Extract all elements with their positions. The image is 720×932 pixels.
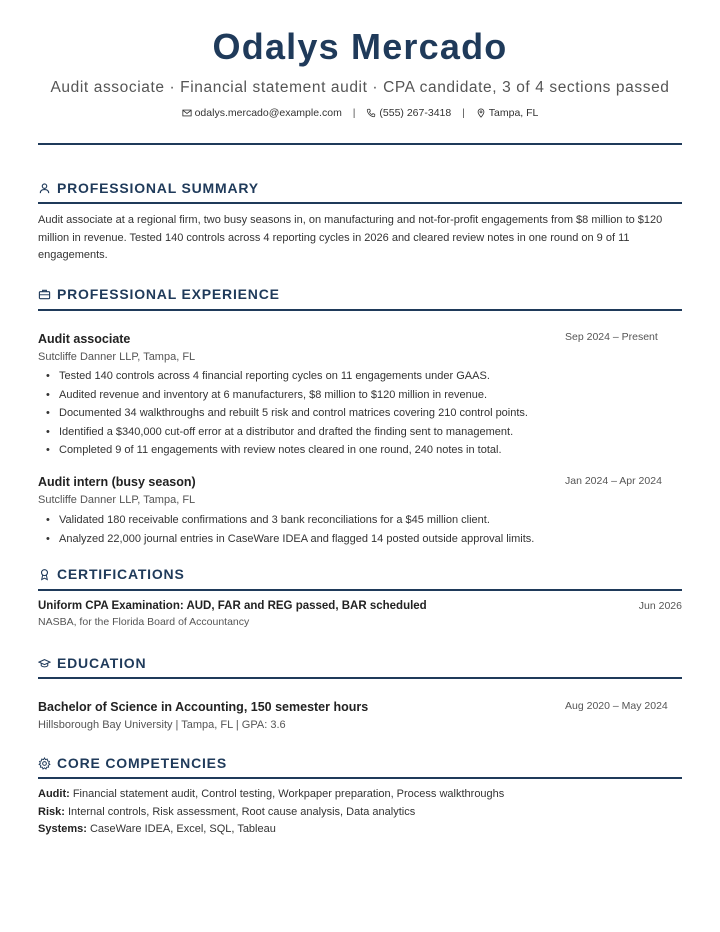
section-title-summary	[38, 180, 682, 196]
section-divider	[38, 202, 682, 204]
competency-items: Internal controls, Risk assessment, Root cause analysis, Data analytics	[67, 806, 416, 818]
competency-label: Systems:	[38, 823, 87, 835]
section-title-certifications	[38, 566, 682, 582]
headline-tagline: Audit associate · Financial statement audit · CPA candidate, 3 of 4 sections passed	[50, 79, 670, 96]
envelope-icon	[182, 108, 192, 118]
degree-dates: Aug 2020 – May 2024	[565, 700, 668, 712]
job-org: Sutcliffe Danner LLP, Tampa, FL	[38, 494, 196, 506]
contact-phone[interactable]	[366, 107, 451, 119]
school-details: Hillsborough Bay University | Tampa, FL | GPA: 3.6	[38, 719, 286, 731]
phone-icon	[366, 108, 376, 118]
map-pin-icon	[476, 108, 486, 118]
job-bullets	[46, 512, 676, 549]
certification-name: Uniform CPA Examination: AUD, FAR and REG passed, BAR scheduled	[38, 600, 427, 612]
list-item: • Completed 9 of 11 engagements with review notes cleared in one round, 240 notes in total.	[46, 442, 676, 461]
certification-date: Jun 2026	[638, 600, 682, 612]
list-item: • Identified a $340,000 cut-off error at a distributor and drafted the finding sent to management.	[46, 424, 676, 443]
competency-row	[38, 806, 682, 818]
award-ribbon-icon	[38, 568, 51, 581]
header-divider	[38, 143, 682, 145]
section-divider	[38, 777, 682, 779]
location-text: Tampa, FL	[488, 107, 539, 120]
competencies-heading: CORE COMPETENCIES	[57, 755, 227, 771]
summary-text: Audit associate at a regional firm, two busy seasons in, on manufacturing and not-for-profit engagements from $8 million to $120 million in revenue. Tested 140 controls across 4 reporting cycles in 2026 and cleared review notes in one round on 9 of 11 engagements.	[38, 214, 663, 261]
person-icon	[38, 182, 51, 195]
degree-title: Bachelor of Science in Accounting, 150 semester hours	[38, 700, 369, 714]
gear-icon	[38, 757, 51, 770]
contact-location	[476, 107, 539, 119]
competency-items: Financial statement audit, Control testing, Workpaper preparation, Process walkthroughs	[72, 788, 505, 800]
competency-label: Audit:	[38, 788, 70, 800]
job-title: Audit associate	[38, 332, 131, 346]
contact-line	[38, 107, 682, 119]
candidate-name: Odalys Mercado	[212, 26, 508, 67]
experience-heading: PROFESSIONAL EXPERIENCE	[57, 286, 280, 302]
list-item: • Documented 34 walkthroughs and rebuilt 5 risk and control matrices covering 210 control points.	[46, 405, 676, 424]
job-dates: Jan 2024 – Apr 2024	[565, 475, 662, 487]
list-item: • Analyzed 22,000 journal entries in CaseWare IDEA and flagged 14 posted outside approval limits.	[46, 531, 676, 550]
summary-heading: PROFESSIONAL SUMMARY	[57, 180, 259, 196]
list-item: • Audited revenue and inventory at 6 manufacturers, $8 million to $120 million in revenue.	[46, 387, 676, 406]
job-org: Sutcliffe Danner LLP, Tampa, FL	[38, 351, 196, 363]
briefcase-icon	[38, 288, 51, 301]
contact-separator: |	[462, 107, 465, 119]
section-divider	[38, 589, 682, 591]
certification-issuer: NASBA, for the Florida Board of Accountancy	[38, 616, 250, 628]
competency-row	[38, 823, 682, 835]
graduation-cap-icon	[38, 657, 51, 670]
job-bullets	[46, 368, 676, 461]
email-text: odalys.mercado@example.com	[194, 107, 342, 120]
section-divider	[38, 677, 682, 679]
section-divider	[38, 309, 682, 311]
list-item: • Tested 140 controls across 4 financial reporting cycles on 11 engagements under GAAS.	[46, 368, 676, 387]
job-dates: Sep 2024 – Present	[565, 331, 658, 343]
contact-email[interactable]	[182, 107, 342, 119]
competency-label: Risk:	[38, 806, 65, 818]
education-heading: EDUCATION	[57, 655, 147, 671]
competency-items: CaseWare IDEA, Excel, SQL, Tableau	[89, 823, 276, 835]
certifications-heading: CERTIFICATIONS	[57, 566, 185, 582]
list-item: • Validated 180 receivable confirmations and 3 bank reconciliations for a $45 million client.	[46, 512, 676, 531]
section-title-education	[38, 655, 682, 671]
job-title: Audit intern (busy season)	[38, 475, 196, 489]
section-title-competencies	[38, 755, 682, 771]
contact-separator: |	[352, 107, 356, 119]
competency-row	[38, 788, 682, 800]
phone-text: (555) 267-3418	[379, 107, 452, 120]
section-title-experience	[38, 286, 682, 302]
